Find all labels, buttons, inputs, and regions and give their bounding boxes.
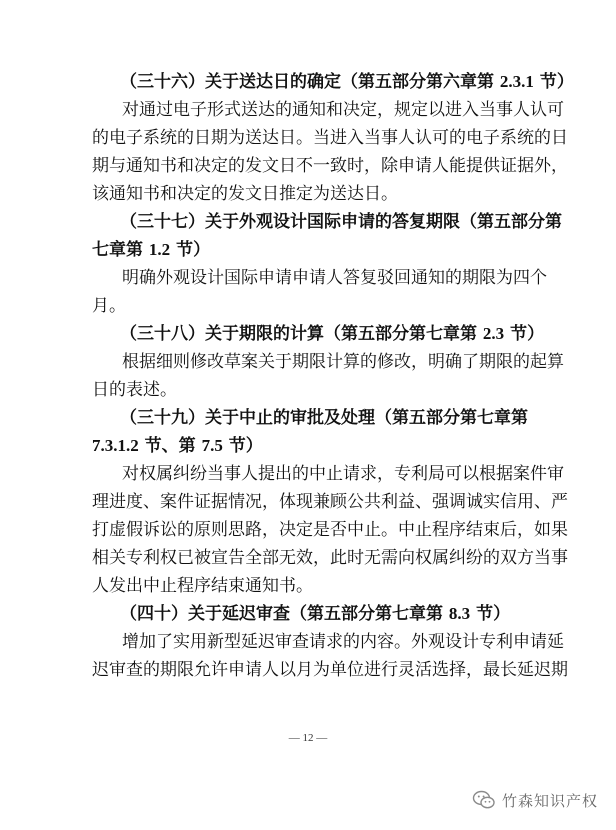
section-heading-continued: 7.3.1.2 节、第 7.5 节） bbox=[92, 436, 263, 456]
paragraph-line: 月。 bbox=[92, 296, 126, 316]
section-38 bbox=[92, 320, 564, 404]
section-heading: （三十八）关于期限的计算（第五部分第七章第 2.3 节） bbox=[120, 324, 545, 344]
section-heading: （四十）关于延迟审查（第五部分第七章第 8.3 节） bbox=[120, 604, 511, 624]
paragraph-line: 的电子系统的日期为送达日。当进入当事人认可的电子系统的日 bbox=[92, 128, 568, 148]
section-36 bbox=[92, 68, 574, 208]
section-heading: （三十七）关于外观设计国际申请的答复期限（第五部分第 bbox=[120, 212, 562, 232]
paragraph-line: 该通知书和决定的发文日推定为送达日。 bbox=[92, 184, 398, 204]
wechat-icon bbox=[472, 789, 496, 811]
paragraph-line: 增加了实用新型延迟审查请求的内容。外观设计专利申请延 bbox=[122, 632, 564, 652]
paragraph-line: 对通过电子形式送达的通知和决定，规定以进入当事人认可 bbox=[122, 100, 564, 120]
watermark-text: 竹森知识产权 bbox=[501, 791, 598, 810]
paragraph-line: 期与通知书和决定的发文日不一致时，除申请人能提供证据外， bbox=[92, 156, 568, 176]
section-40 bbox=[92, 600, 568, 684]
paragraph-line: 人发出中止程序结束通知书。 bbox=[92, 576, 313, 596]
paragraph-line: 日的表述。 bbox=[92, 380, 177, 400]
paragraph-line: 迟审查的期限允许申请人以月为单位进行灵活选择，最长延迟期 bbox=[92, 660, 568, 680]
paragraph-line: 相关专利权已被宣告全部无效，此时无需向权属纠纷的双方当事 bbox=[92, 548, 568, 568]
section-heading: （三十六）关于送达日的确定（第五部分第六章第 2.3.1 节） bbox=[120, 72, 574, 92]
section-heading: （三十九）关于中止的审批及处理（第五部分第七章第 bbox=[120, 408, 528, 428]
section-37 bbox=[92, 208, 562, 320]
paragraph-line: 明确外观设计国际申请申请人答复驳回通知的期限为四个 bbox=[122, 268, 547, 288]
paragraph-line: 根据细则修改草案关于期限计算的修改，明确了期限的起算 bbox=[122, 352, 564, 372]
watermark bbox=[472, 788, 598, 812]
paragraph-line: 打虚假诉讼的原则思路，决定是否中止。中止程序结束后，如果 bbox=[92, 520, 568, 540]
section-heading-continued: 七章第 1.2 节） bbox=[92, 240, 211, 260]
paragraph-line: 理进度、案件证据情况，体现兼顾公共利益、强调诚实信用、严 bbox=[92, 492, 568, 512]
document-body bbox=[92, 68, 574, 684]
section-39 bbox=[92, 404, 568, 600]
paragraph-line: 对权属纠纷当事人提出的中止请求，专利局可以根据案件审 bbox=[122, 464, 564, 484]
page-number: — 12 — bbox=[288, 732, 328, 744]
